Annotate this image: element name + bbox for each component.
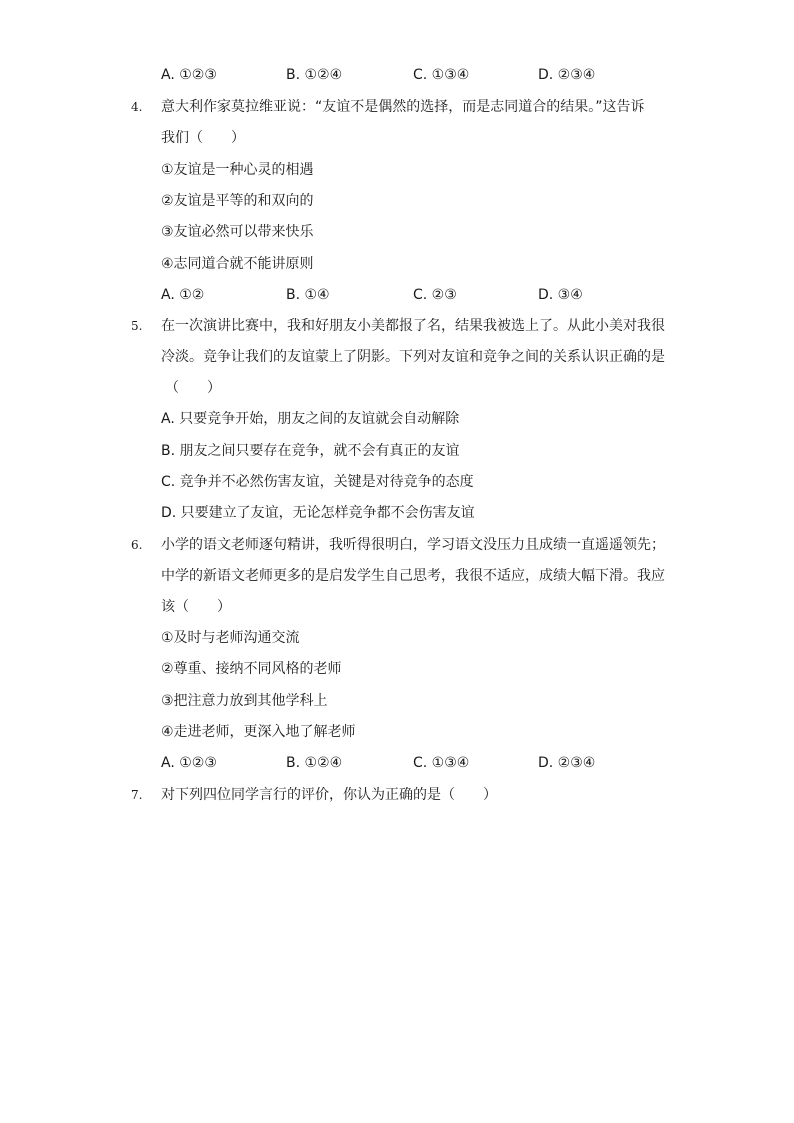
q4-option-b: B. ①④ <box>286 287 330 303</box>
q6-item-4: ④走进老师，更深入地了解老师 <box>161 724 356 740</box>
q6-stem-line-2: 中学的新语文老师更多的是启发学生自己思考，我很不适应，成绩大幅下滑。我应 <box>161 568 665 584</box>
q4-options <box>161 284 661 306</box>
q4-option-a: A. ①② <box>161 287 205 303</box>
q4-option-c: C. ②③ <box>413 287 457 303</box>
q3-option-c: C. ①③④ <box>413 67 470 83</box>
q3-option-d: D. ②③④ <box>538 67 596 83</box>
q3-option-b: B. ①②④ <box>286 67 343 83</box>
q5-number: 5. <box>131 319 143 333</box>
q5-stem-line-2: 冷淡。竞争让我们的友谊蒙上了阴影。下列对友谊和竞争之间的关系认识正确的是 <box>161 349 665 365</box>
q5-stem-line-1: 在一次演讲比赛中，我和好朋友小美都报了名，结果我被选上了。从此小美对我很 <box>161 318 665 334</box>
q3-options <box>161 64 661 86</box>
q3-option-a: A. ①②③ <box>161 67 217 83</box>
q6-option-b: B. ①②④ <box>286 755 343 771</box>
q6-option-a: A. ①②③ <box>161 755 217 771</box>
q4-stem-line-1: 意大利作家莫拉维亚说：“友谊不是偶然的选择，而是志同道合的结果。”这告诉 <box>161 99 645 115</box>
q5-option-c: C. 竞争并不必然伤害友谊，关键是对待竞争的态度 <box>161 474 474 490</box>
q5-option-a: A. 只要竞争开始，朋友之间的友谊就会自动解除 <box>161 411 460 427</box>
q4-item-4: ④志同道合就不能讲原则 <box>161 256 314 272</box>
q4-item-3: ③友谊必然可以带来快乐 <box>161 224 314 240</box>
q6-item-3: ③把注意力放到其他学科上 <box>161 693 328 709</box>
q6-option-c: C. ①③④ <box>413 755 470 771</box>
q5-stem-line-3: （ ） <box>165 380 221 396</box>
q6-item-2: ②尊重、接纳不同风格的老师 <box>161 661 342 677</box>
q4-option-d: D. ③④ <box>538 287 583 303</box>
q6-stem-line-1: 小学的语文老师逐句精讲，我听得很明白，学习语文没压力且成绩一直遥遥领先； <box>161 537 665 553</box>
q6-option-d: D. ②③④ <box>538 755 596 771</box>
q6-item-1: ①及时与老师沟通交流 <box>161 630 300 646</box>
q6-stem-line-3: 该（ ） <box>161 599 231 615</box>
q4-item-2: ②友谊是平等的和双向的 <box>161 193 314 209</box>
q4-stem-line-2: 我们（ ） <box>161 130 245 146</box>
q6-options <box>161 752 661 774</box>
q7-stem-line-1: 对下列四位同学言行的评价，你认为正确的是（ ） <box>161 787 497 803</box>
q7-number: 7. <box>131 788 143 802</box>
q4-number: 4. <box>131 100 143 114</box>
q6-number: 6. <box>131 538 143 552</box>
q5-option-b: B. 朋友之间只要存在竞争，就不会有真正的友谊 <box>161 443 460 459</box>
q4-item-1: ①友谊是一种心灵的相遇 <box>161 162 314 178</box>
q5-option-d: D. 只要建立了友谊，无论怎样竞争都不会伤害友谊 <box>161 505 475 521</box>
